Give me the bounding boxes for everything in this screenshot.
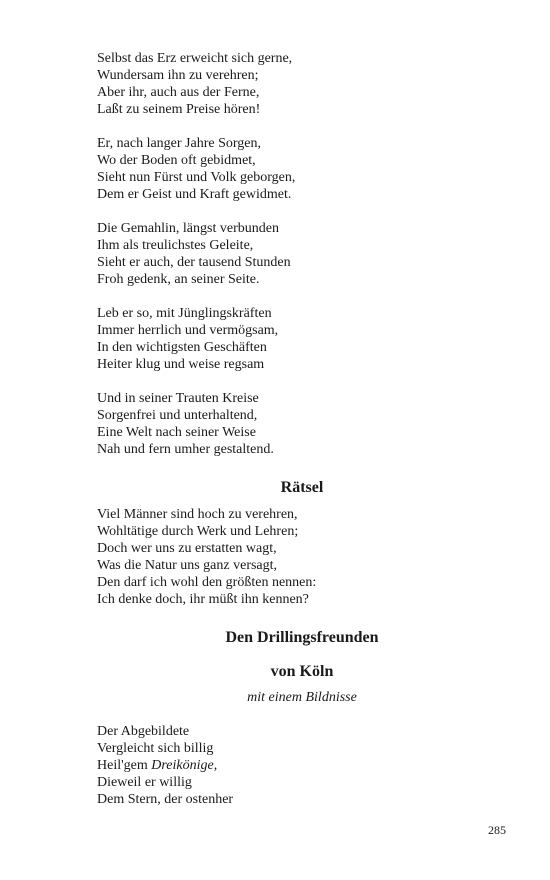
verse-line: Laßt zu seinem Preise hören! — [97, 102, 261, 117]
verse-line: Was die Natur uns ganz versagt, — [97, 558, 278, 573]
verse-line: In den wichtigsten Geschäften — [97, 340, 267, 355]
verse-line: Sieht nun Fürst und Volk geborgen, — [97, 170, 296, 185]
verse-line: Wundersam ihn zu verehren; — [97, 68, 259, 83]
verse-line: Leb er so, mit Jünglingskräften — [97, 306, 272, 321]
verse-line: Dem Stern, der ostenher — [97, 792, 234, 807]
verse-line: Den darf ich wohl den größten nennen: — [97, 575, 317, 590]
poem-drillingsfreunde — [97, 723, 417, 808]
poem-raetsel — [97, 506, 417, 608]
verse-line: Vergleicht sich billig — [97, 741, 214, 756]
stanza — [97, 390, 397, 458]
verse-line: Sorgenfrei und unterhaltend, — [97, 408, 258, 423]
verse-line: Selbst das Erz erweicht sich gerne, — [97, 51, 293, 66]
verse-line: Immer herrlich und vermögsam, — [97, 323, 279, 338]
page-number: 285 — [488, 823, 506, 837]
verse-line: Doch wer uns zu erstatten wagt, — [97, 541, 277, 556]
verse-line: Viel Männer sind hoch zu verehren, — [97, 507, 298, 522]
poem-subtitle: mit einem Bildnisse — [247, 690, 357, 705]
stanza — [97, 305, 397, 373]
emphasized-word: Dreikönige, — [151, 758, 218, 773]
poem-title-koeln: von Köln — [270, 663, 334, 680]
verse-text: Heil'gem — [97, 758, 152, 773]
verse-line: Nah und fern umher gestaltend. — [97, 442, 274, 457]
verse-line: Froh gedenk, an seiner Seite. — [97, 272, 260, 287]
verse-line — [97, 757, 417, 774]
verse-line: Sieht er auch, der tausend Stunden — [97, 255, 291, 270]
verse-line: Die Gemahlin, längst verbunden — [97, 221, 279, 236]
verse-line: Der Abgebildete — [97, 724, 190, 739]
verse-line: Er, nach langer Jahre Sorgen, — [97, 136, 262, 151]
verse-line: Aber ihr, auch aus der Ferne, — [97, 85, 260, 100]
stanza — [97, 135, 397, 203]
verse-line: Wo der Boden oft gebidmet, — [97, 153, 256, 168]
stanza — [97, 50, 397, 118]
poem-title-raetsel: Rätsel — [280, 479, 324, 496]
verse-line: Heiter klug und weise regsam — [97, 357, 265, 372]
poem-title-drillingsfreunde: Den Drillingsfreunden — [225, 629, 379, 646]
verse-line: Dieweil er willig — [97, 775, 192, 790]
verse-line: Ihm als treulichstes Geleite, — [97, 238, 254, 253]
verse-line: Und in seiner Trauten Kreise — [97, 391, 259, 406]
verse-line: Dem er Geist und Kraft gewidmet. — [97, 187, 292, 202]
poem-continued — [97, 50, 397, 475]
verse-line: Eine Welt nach seiner Weise — [97, 425, 256, 440]
verse-line: Ich denke doch, ihr müßt ihn kennen? — [97, 592, 309, 607]
stanza — [97, 220, 397, 288]
verse-line: Wohltätige durch Werk und Lehren; — [97, 524, 299, 539]
